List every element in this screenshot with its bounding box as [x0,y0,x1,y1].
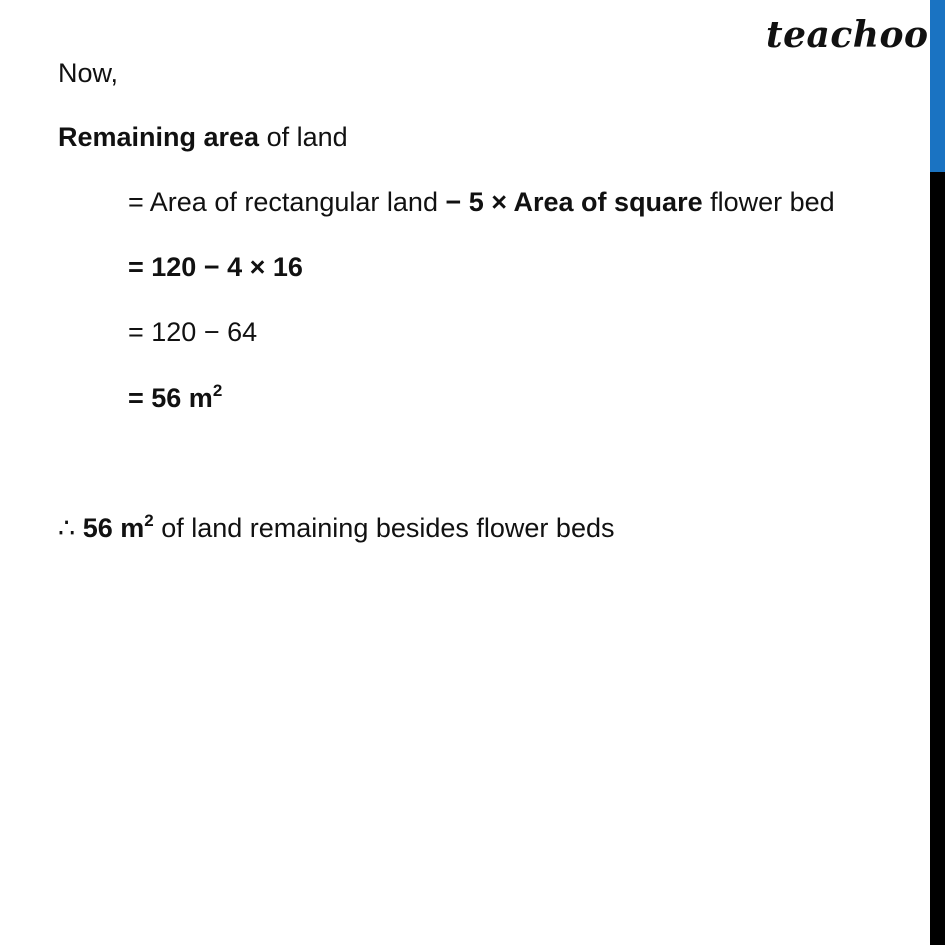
equation-step-4 [128,382,222,414]
conclusion-value [83,513,154,543]
remaining-area-bold: Remaining area [58,122,260,152]
equation-step-2 [128,251,303,283]
conclusion-text: of land remaining besides flower beds [153,513,615,543]
therefore-symbol: ∴ [58,513,83,543]
teachoo-logo: teachoo [766,14,929,56]
equation-step-3: = 120 − 64 [128,317,258,347]
step4-bold [128,383,222,413]
step2-bold: = 120 − 4 × 16 [128,252,303,282]
step1-prefix: = Area of rectangular land [128,187,446,217]
right-edge-accent [930,0,945,172]
conclusion-value-base: 56 m [82,513,145,543]
conclusion-exponent: 2 [144,511,154,530]
equation-step-1 [128,186,835,218]
intro-text: Now, [58,58,119,88]
remaining-area-heading [58,121,348,153]
conclusion [58,512,614,544]
step4-base: = 56 m [128,383,213,413]
step4-exponent: 2 [212,381,223,400]
step1-bold: − 5 × Area of square [445,187,703,217]
step1-suffix: flower bed [702,187,835,217]
remaining-area-rest: of land [259,122,348,152]
